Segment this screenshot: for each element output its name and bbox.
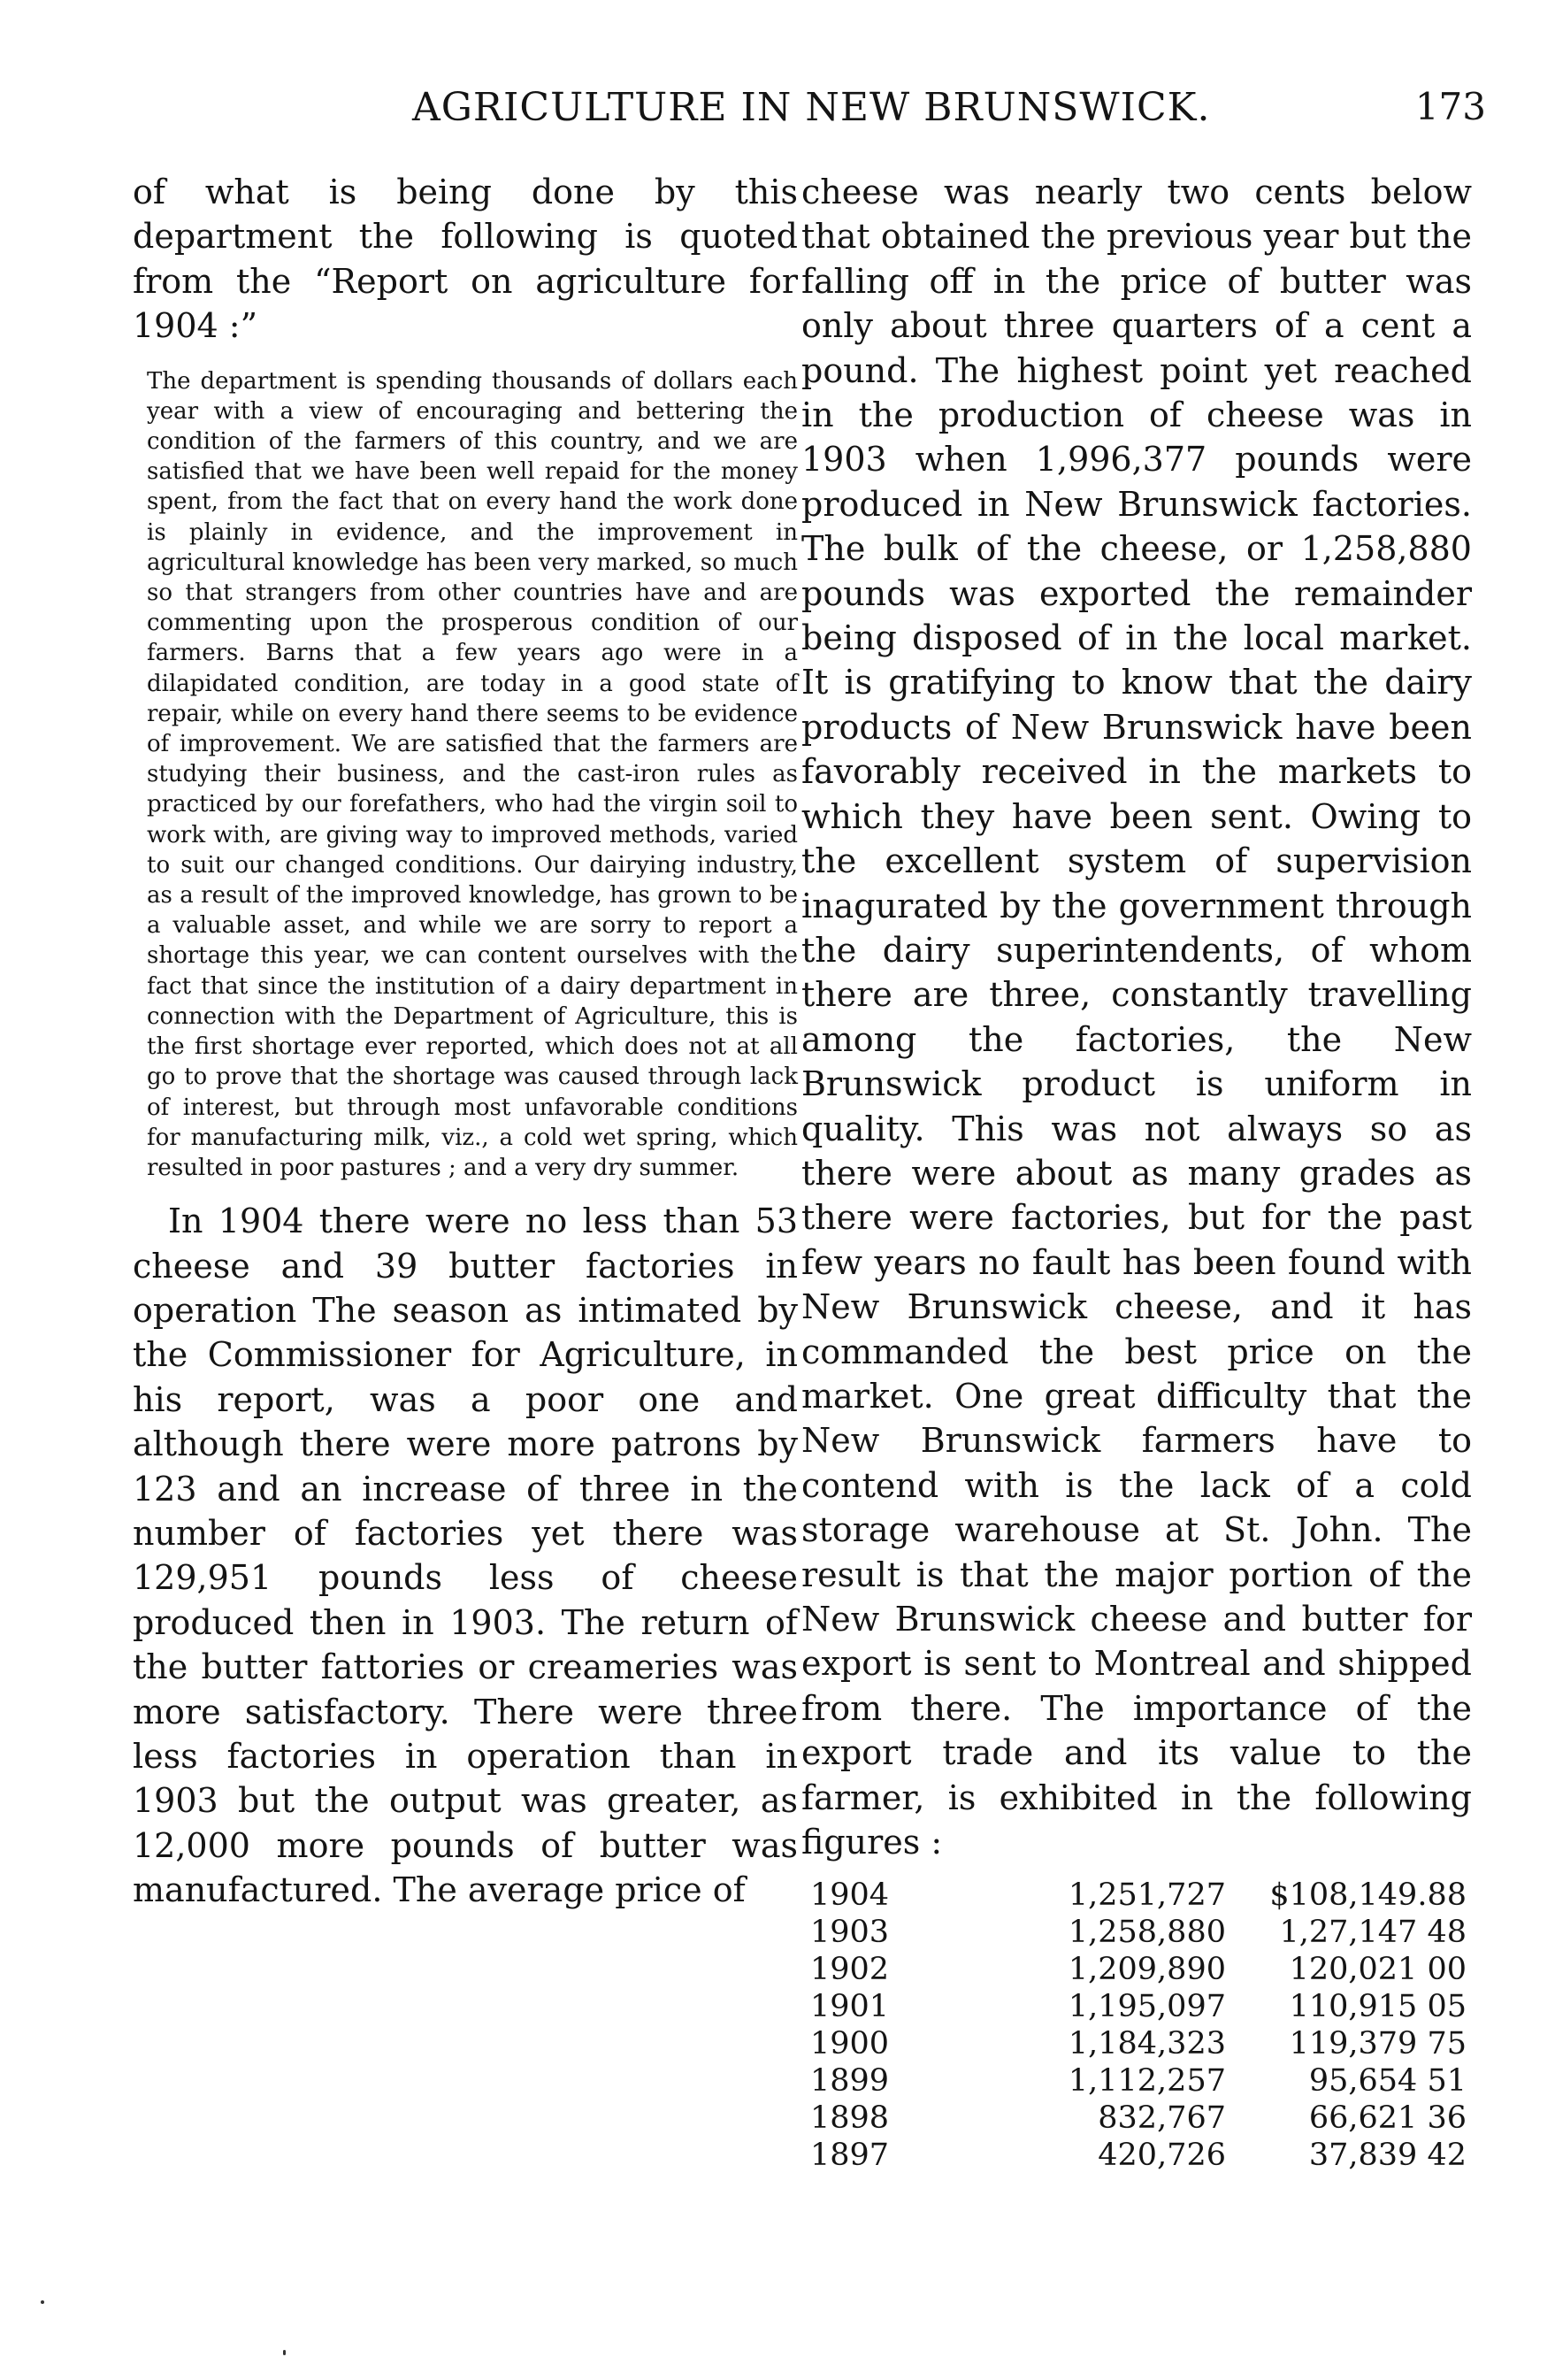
table-row [801, 2025, 1472, 2062]
intro-paragraph: of what is being done by this department the following is quoted from the “Report on agriculture for 1904 :” [133, 173, 798, 346]
pounds-cell: 1,209,890 [1068, 1952, 1226, 1988]
pounds-cell: 420,726 [1098, 2138, 1226, 2174]
page-number: 173 [1414, 85, 1486, 128]
export-figures-table [801, 1877, 1472, 2174]
pounds-cell: 1,195,097 [1068, 1989, 1226, 2025]
print-speck [41, 2300, 44, 2304]
year-cell: 1904 [810, 1877, 890, 1914]
right-column [801, 170, 1472, 2174]
report-quote: The department is spending thousands of dollars each year with a view of encouraging and bettering the condition of the farmers of this country, and we are satisfied that we have been well repaid for the money spent, from the fact that on every hand the work done is plainly in evidence, and the improvement in agricultural knowledge has been very marked, so much so that strangers from other countries have and are commenting upon the prosperous condition of our farmers. Barns that a few years ago were in a dilapidated condition, are today in a good state of repair, while on every hand there seems to be evidence of improvement. We are satisfied that the farmers are studying their business, and the cast-iron rules as practiced by our forefathers, who had the virgin soil to work with, are giving way to improved methods, varied to suit our changed conditions. Our dairying industry, as a result of the improved knowledge, has grown to be a valuable asset, and while we are sorry to report a shortage this year, we can content ourselves with the fact that since the institution of a dairy department in connection with the Department of Agriculture, this is the first shortage ever reported, which does not at all go to prove that the shortage was caused through lack of interest, but through most unfavorable conditions for manufacturing milk, viz., a cold wet spring, which resulted in poor pastures ; and a very dry summer. [147, 367, 798, 1181]
pounds-cell: 1,184,323 [1068, 2026, 1226, 2062]
year-cell: 1898 [810, 2100, 890, 2137]
value-cell: 95,654 51 [1308, 2063, 1467, 2100]
table-row [801, 1988, 1472, 2025]
value-cell: 119,379 75 [1289, 2026, 1467, 2062]
table-row [801, 2100, 1472, 2137]
page-header [0, 85, 1555, 142]
table-row [801, 2137, 1472, 2174]
year-cell: 1902 [810, 1952, 890, 1988]
pounds-cell: 1,251,727 [1068, 1877, 1226, 1914]
year-cell: 1903 [810, 1915, 890, 1951]
year-cell: 1897 [810, 2138, 890, 2174]
table-row [801, 1877, 1472, 1914]
value-cell: 66,621 36 [1308, 2100, 1467, 2137]
table-row [801, 1951, 1472, 1988]
body-paragraph-left: In 1904 there were no less than 53 cheese and 39 butter factories in operation The season as intimated by the Commissioner for Agriculture, in his report, was a poor one and although there were more patrons by 123 and an increase of three in the number of factories yet there was 129,951 pounds less of cheese produced then in 1903. The return of the butter fattories or creameries was more satisfactory. There were three less factories in operation than in 1903 but the output was greater, as 12,000 more pounds of butter was manufactured. The average price of [133, 1202, 798, 1910]
table-row [801, 1914, 1472, 1951]
body-paragraph-right: cheese was nearly two cents below that obtained the previous year but the falling off in the price of butter was only about three quarters of a cent a pound. The highest point yet reached in the production of cheese was in 1903 when 1,996,377 pounds were produced in New Brunswick factories. The bulk of the cheese, or 1,258,880 pounds was exported the remainder being disposed of in the local market. It is gratifying to know that the dairy products of New Brunswick have been favorably received in the markets to which they have been sent. Owing to the excellent system of supervision inagurated by the government through the dairy superintendents, of whom there are three, constantly travelling among the factories, the New Brunswick product is uniform in quality. This was not always so as there were about as many grades as there were factories, but for the past few years no fault has been found with New Brunswick cheese, and it has commanded the best price on the market. One great difficulty that the New Brunswick farmers have to contend with is the lack of a cold storage warehouse at St. John. The result is that the major portion of the New Brunswick cheese and butter for export is sent to Montreal and shipped from there. The importance of the export trade and its value to the farmer, is exhibited in the following figures : [801, 173, 1472, 1862]
value-cell: 1,27,147 48 [1279, 1915, 1467, 1951]
table-row [801, 2062, 1472, 2100]
value-cell: 120,021 00 [1289, 1952, 1467, 1988]
pounds-cell: 832,767 [1098, 2100, 1226, 2137]
running-title: AGRICULTURE IN NEW BRUNSWICK. [412, 85, 1211, 130]
print-speck [283, 2350, 286, 2355]
value-cell: 37,839 42 [1308, 2138, 1467, 2174]
pounds-cell: 1,258,880 [1068, 1915, 1226, 1951]
value-cell: 110,915 05 [1289, 1989, 1467, 2025]
year-cell: 1899 [810, 2063, 890, 2100]
left-column [133, 170, 798, 1913]
value-cell: $108,149.88 [1269, 1877, 1467, 1914]
year-cell: 1900 [810, 2026, 890, 2062]
year-cell: 1901 [810, 1989, 890, 2025]
pounds-cell: 1,112,257 [1068, 2063, 1226, 2100]
